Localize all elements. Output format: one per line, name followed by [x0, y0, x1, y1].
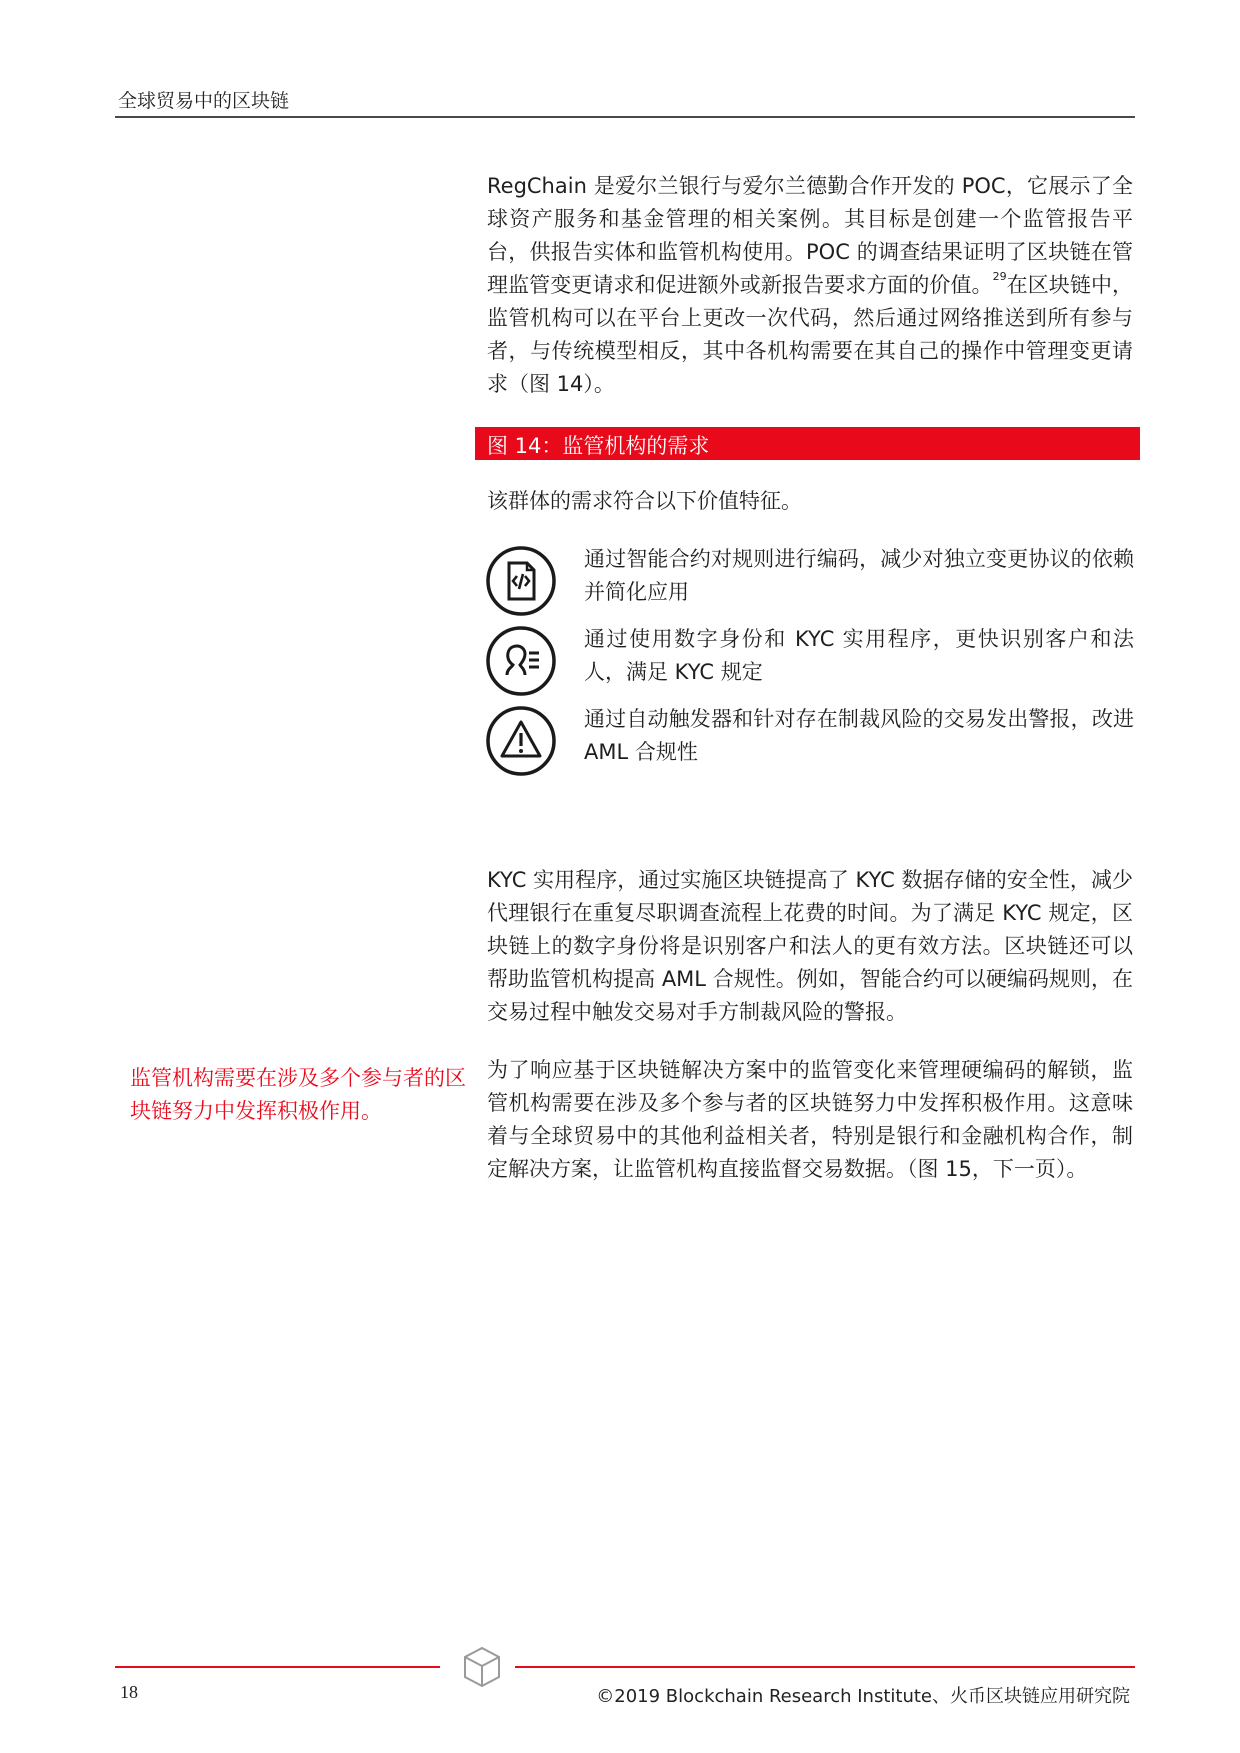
feature-text: 通过使用数字身份和 KYC 实用程序，更快识别客户和法人，满足 KYC 规定 — [584, 627, 1134, 684]
pullquote: 监管机构需要在涉及多个参与者的区块链努力中发挥积极作用。 — [130, 1066, 466, 1123]
paragraph-regulators: 为了响应基于区块链解决方案中的监管变化来管理硬编码的解锁，监管机构需要在涉及多个参与者的区块链努力中发挥积极作用。这意味着与全球贸易中的其他利益相关者，特别是银行和金融机构合作，制定解决方案，让监管机构直接监督交易数据。（图 15，下一页）。 — [487, 1058, 1133, 1181]
smart-contract-icon — [485, 545, 557, 617]
header-rule — [115, 116, 1135, 118]
cube-icon — [462, 1645, 502, 1689]
feature-text: 通过自动触发器和针对存在制裁风险的交易发出警报，改进 AML 合规性 — [584, 707, 1134, 764]
warning-icon — [485, 705, 557, 777]
footer-rule-left — [115, 1666, 440, 1668]
figure-caption: 图 14：监管机构的需求 — [487, 434, 710, 458]
paragraph-kyc: KYC 实用程序，通过实施区块链提高了 KYC 数据存储的安全性，减少代理银行在重复尽职调查流程上花费的时间。为了满足 KYC 规定，区块链上的数字身份将是识别客户和法人的更有效方法。区块链还可以帮助监管机构提高 AML 合规性。例如，智能合约可以硬编码规则，在交易过程中触发交易对手方制裁风险的警报。 — [487, 868, 1133, 1024]
paragraph-regchain-cont: 在区块链中，监管机构可以在平台上更改一次代码，然后通过网络推送到所有参与者，与传统模型相反，其中各机构需要在其自己的操作中管理变更请求（图 14）。 — [487, 273, 1134, 396]
figure-intro: 该群体的需求符合以下价值特征。 — [487, 489, 802, 513]
page-number: 18 — [120, 1682, 138, 1702]
footer-rule-right — [515, 1666, 1135, 1668]
feature-text: 通过智能合约对规则进行编码，减少对独立变更协议的依赖并简化应用 — [584, 547, 1134, 604]
paragraph-regchain-text: RegChain 是爱尔兰银行与爱尔兰德勤合作开发的 POC，它展示了全球资产服务和基金管理的相关案例。其目标是创建一个监管报告平台，供报告实体和监管机构使用。POC 的调查结果证明了区块链在管理监管变更请求和促进额外或新报告要求方面的价值。 — [487, 174, 1133, 297]
paragraph-regchain — [487, 170, 1133, 401]
copyright: ©2019 Blockchain Research Institute、火币区块链应用研究院 — [596, 1686, 1130, 1707]
feature-item-aml-alert — [485, 705, 1135, 779]
footnote-ref[interactable]: 29 — [992, 270, 1007, 283]
page-header-title: 全球贸易中的区块链 — [118, 90, 290, 112]
digital-identity-icon — [485, 625, 557, 697]
feature-item-digital-identity — [485, 625, 1135, 699]
feature-item-smart-contract — [485, 545, 1135, 619]
figure-caption-bar — [475, 427, 1140, 460]
